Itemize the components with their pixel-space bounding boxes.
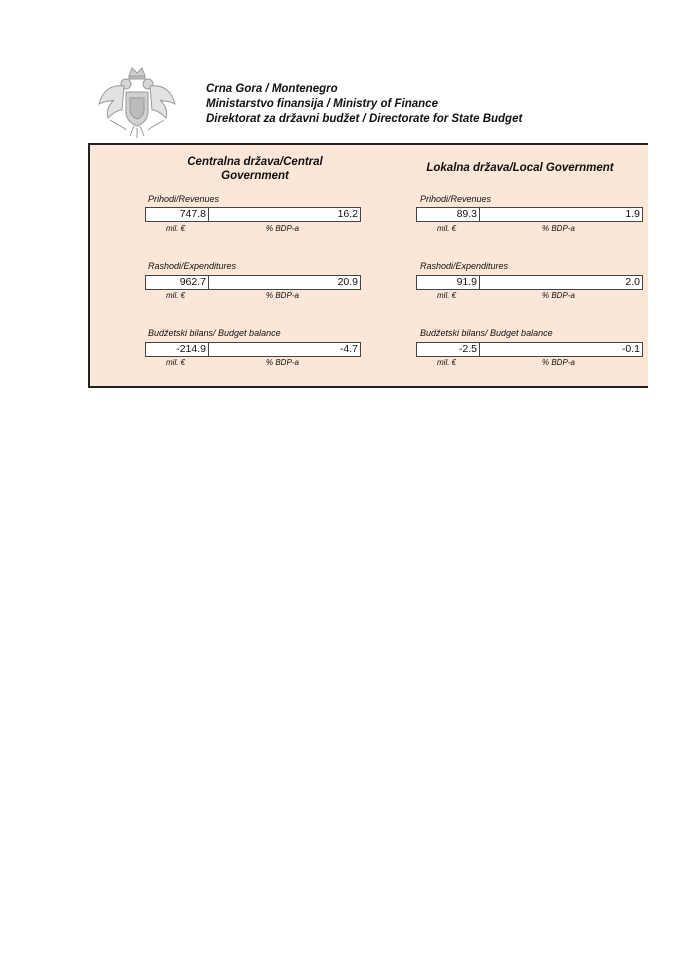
local-government-title: Lokalna država/Local Government (426, 162, 614, 174)
central-balance-label: Budžetski bilans/ Budget balance (148, 328, 281, 338)
central-balance-unit-mil: mil. € (166, 358, 186, 367)
coat-of-arms-icon (96, 64, 178, 142)
header-country: Crna Gora / Montenegro (206, 83, 338, 95)
central-expenditures-pct: 20.9 (208, 275, 361, 290)
central-expenditures-unit-mil: mil. € (166, 291, 186, 300)
local-balance-pct: -0.1 (479, 342, 643, 357)
local-revenues-pct: 1.9 (479, 207, 643, 222)
central-revenues-pct: 16.2 (208, 207, 361, 222)
local-balance-unit-mil: mil. € (437, 358, 457, 367)
local-balance-label: Budžetski bilans/ Budget balance (420, 328, 553, 338)
local-balance-unit-pct: % BDP-a (542, 358, 575, 367)
central-expenditures-unit-pct: % BDP-a (266, 291, 299, 300)
central-balance-pct: -4.7 (208, 342, 361, 357)
central-balance-unit-pct: % BDP-a (266, 358, 299, 367)
local-expenditures-label: Rashodi/Expenditures (420, 261, 509, 271)
central-expenditures-label: Rashodi/Expenditures (148, 261, 237, 271)
budget-summary-panel (88, 143, 648, 388)
local-expenditures-pct: 2.0 (479, 275, 643, 290)
header-ministry: Ministarstvo finansija / Ministry of Finance (206, 98, 438, 110)
local-balance-mil: -2.5 (416, 342, 480, 357)
central-revenues-unit-mil: mil. € (166, 224, 186, 233)
central-revenues-label: Prihodi/Revenues (148, 194, 220, 204)
local-revenues-mil: 89.3 (416, 207, 480, 222)
local-revenues-unit-pct: % BDP-a (542, 224, 575, 233)
local-expenditures-unit-pct: % BDP-a (542, 291, 575, 300)
central-government-title: Centralna država/Central Government (187, 156, 323, 182)
central-expenditures-mil: 962.7 (145, 275, 209, 290)
local-revenues-label: Prihodi/Revenues (420, 194, 492, 204)
local-expenditures-mil: 91.9 (416, 275, 480, 290)
header-directorate: Direktorat za državni budžet / Directorate for State Budget (206, 113, 523, 125)
central-balance-mil: -214.9 (145, 342, 209, 357)
central-revenues-unit-pct: % BDP-a (266, 224, 299, 233)
local-expenditures-unit-mil: mil. € (437, 291, 457, 300)
local-revenues-unit-mil: mil. € (437, 224, 457, 233)
central-revenues-mil: 747.8 (145, 207, 209, 222)
